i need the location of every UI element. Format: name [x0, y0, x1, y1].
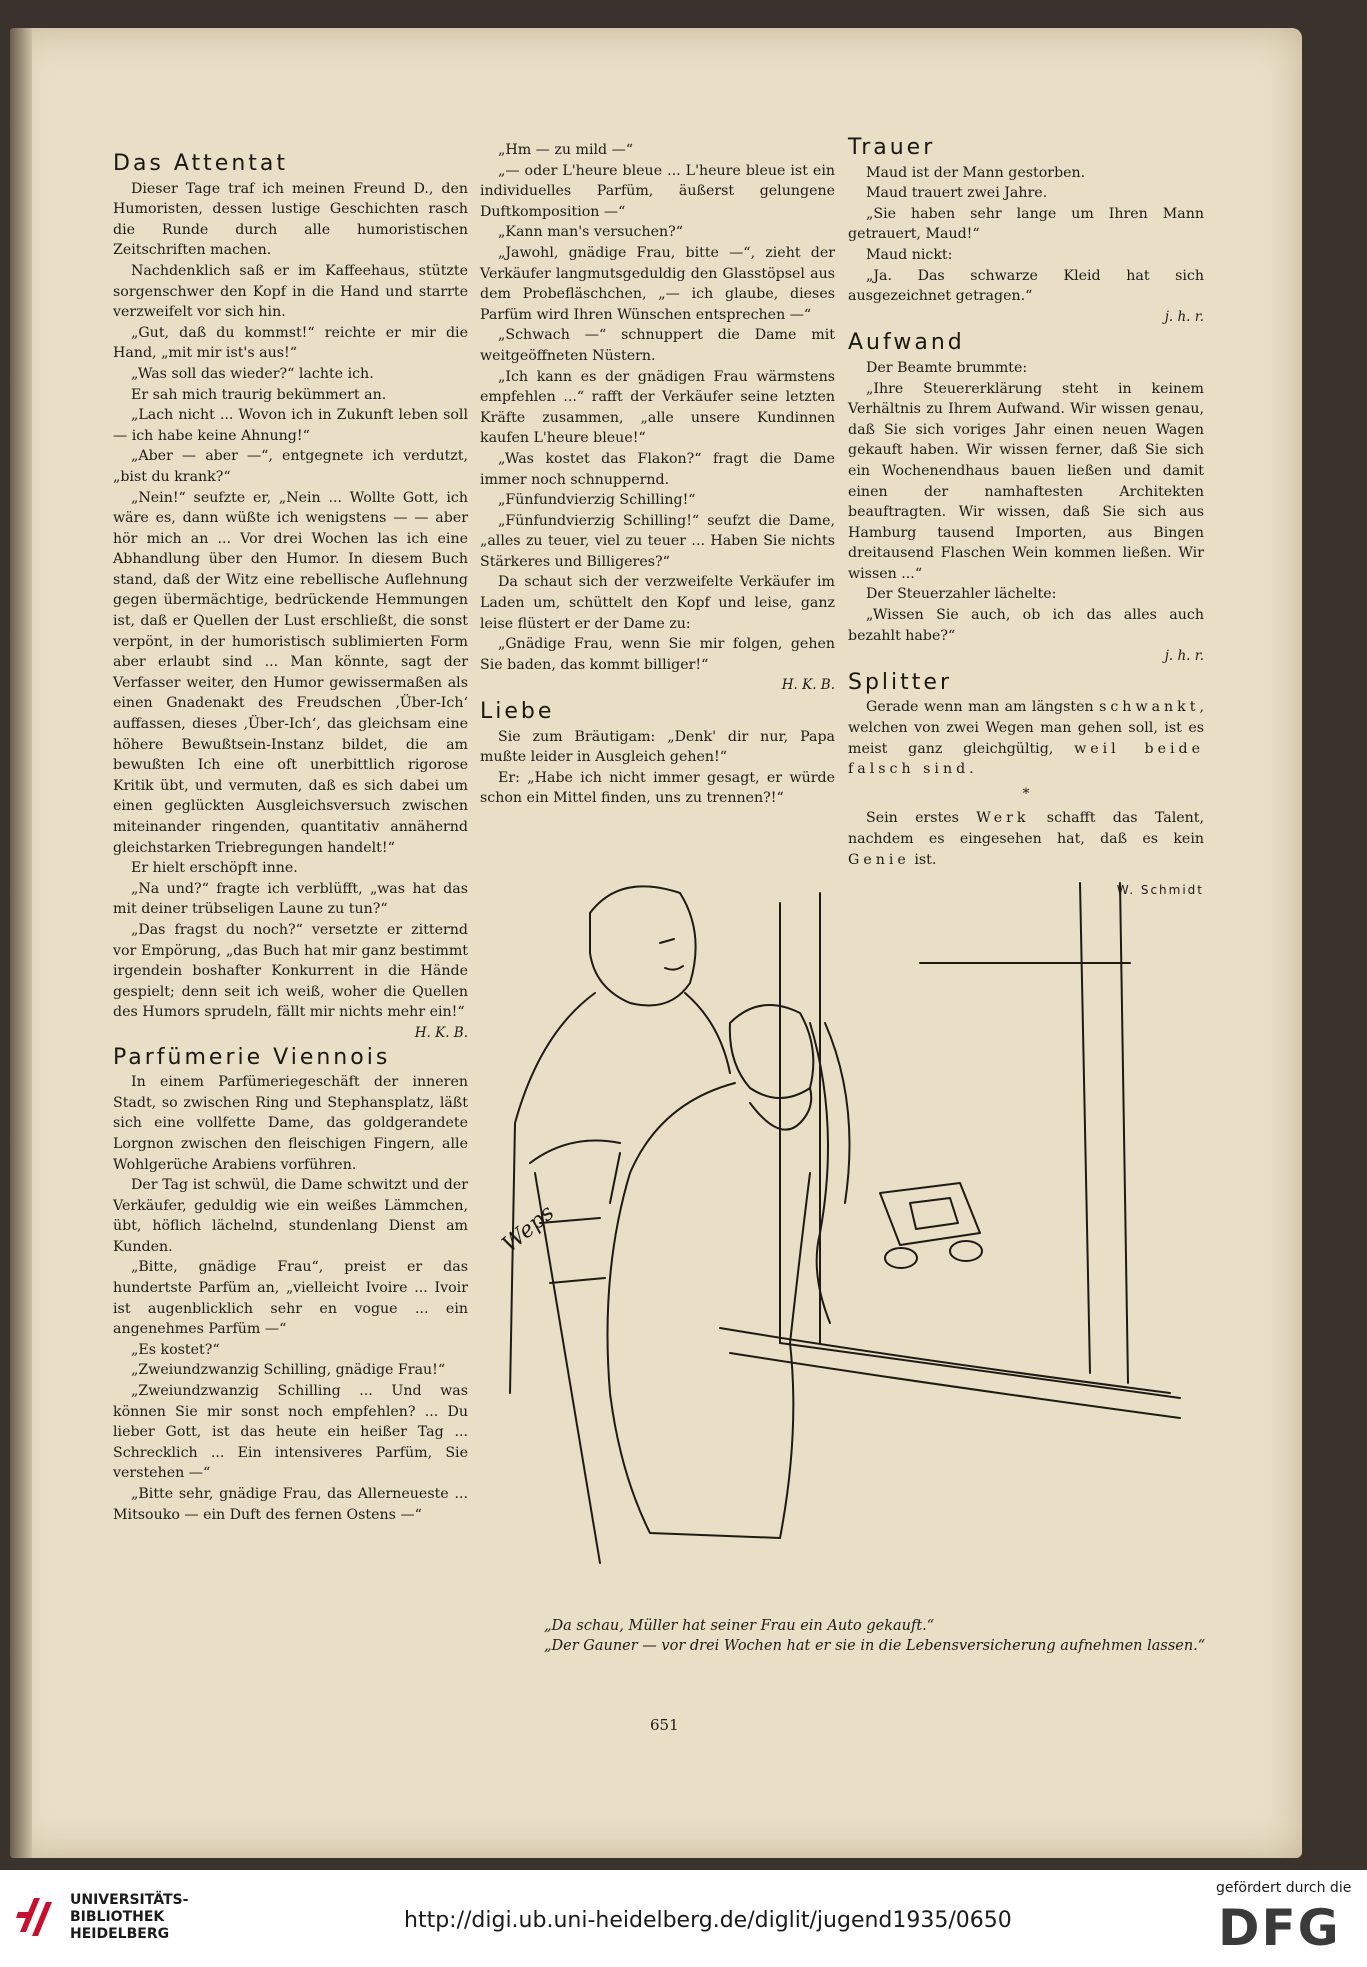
paragraph: „Zweiundzwanzig Schilling ... Und was können Sie mir sonst noch empfehlen? ... Du lieber Gott, ist das heute ein heißer Tag ... Schrecklich ... Ein intensiveres Parfüm, Sie verstehen —“: [113, 1383, 468, 1482]
dfg-logo: DFG: [1218, 1899, 1341, 1957]
heading-splitter: Splitter: [848, 669, 952, 695]
paragraph: „Wissen Sie auch, ob ich das alles auch bezahlt habe?“: [848, 607, 1204, 644]
article-aufwand: [848, 358, 1204, 646]
paragraph: „Was kostet das Flakon?“ fragt die Dame immer noch schnuppernd.: [480, 450, 835, 488]
article-liebe: [480, 727, 835, 809]
heading-attentat: Das Attentat: [113, 151, 289, 176]
paragraph: Sie zum Bräutigam: „Denk' dir nur, Papa mußte leider in Ausgleich gehen!“: [480, 728, 835, 766]
caption-line-2: „Der Gauner — vor drei Wochen hat er sie in die Lebensversicherung aufnehmen lassen.“: [544, 1638, 1206, 1654]
paragraph: „Na und?“ fragte ich verblüfft, „was hat das mit deiner trübseligen Laune zu tun?“: [113, 880, 468, 918]
paragraph: „Jawohl, gnädige Frau, bitte —“, zieht der Verkäufer langmutsgeduldig den Glasstöpsel aus dem Probefläschchen, „— ich glaube, dieses Parfüm wird Ihren Wünschen entsprechen —“: [480, 244, 835, 323]
cartoon-illustration: [480, 873, 1220, 1583]
paragraph: Da schaut sich der verzweifelte Verkäufer im Laden um, schüttelt den Kopf und leise, ganz leise flüstert er der Dame zu:: [480, 574, 835, 632]
page-number: 651: [650, 1716, 679, 1734]
curtain: [810, 1023, 850, 1323]
paragraph: In einem Parfümeriegeschäft der inneren Stadt, so zwischen Ring und Stephansplatz, läßt sich eine vollfette Dame, das goldgerandete Lorgnon zwischen den fleischigen Fingern, alle Wohlgerüche Arabiens vorführen.: [113, 1074, 468, 1173]
column-left: [113, 148, 468, 1525]
window-sill: [720, 1328, 1180, 1418]
article-parfuemerie: [113, 1072, 468, 1525]
toy-car: [880, 1183, 982, 1268]
paragraph: Er: „Habe ich nicht immer gesagt, er würde schon ein Mittel finden, uns zu trennen?!“: [480, 769, 835, 807]
paragraph: Dieser Tage traf ich meinen Freund D., den Humoristen, dessen lustige Geschichten rasch die Runde durch alle humoristischen Zeitschriften machen.: [113, 180, 468, 259]
paragraph: „Ich kann es der gnädigen Frau wärmstens empfehlen ...“ rafft der Verkäufer seine letzten Kräfte zusammen, „alle unsere Kundinnen kaufen L'heure bleue!“: [480, 368, 835, 447]
permalink-url[interactable]: http://digi.ub.uni-heidelberg.de/diglit/jugend1935/0650: [404, 1908, 1012, 1933]
paragraph: „Aber — aber —“, entgegnete ich verdutzt, „bist du krank?“: [113, 448, 468, 485]
signature-aufwand: j. h. r.: [1164, 648, 1204, 665]
footer-bar: [0, 1870, 1367, 1967]
man-face: [660, 939, 683, 970]
separator-star: *: [1022, 785, 1030, 802]
article-parfuemerie-continued: [480, 140, 835, 675]
magazine-page: [10, 28, 1302, 1858]
paragraph: „Ja. Das schwarze Kleid hat sich ausgezeichnet getragen.“: [848, 267, 1204, 305]
paragraph: „Fünfundvierzig Schilling!“: [498, 492, 696, 509]
signature-attentat: H. K. B.: [414, 1024, 468, 1041]
paragraph: Der Beamte brummte:: [866, 359, 1028, 376]
article-trauer: [848, 163, 1204, 307]
woman-head: [730, 1005, 814, 1098]
paragraph: Der Tag ist schwül, die Dame schwitzt und der Verkäufer, geduldig wie ein weißes Lämmchen, übt, höflich lächelnd, stundenlang Dienst am Kunden.: [113, 1177, 468, 1255]
university-library-name: UNIVERSITÄTS- BIBLIOTHEK HEIDELBERG: [70, 1892, 189, 1942]
paragraph: Maud nickt:: [866, 246, 953, 263]
paragraph: „Sie haben sehr lange um Ihren Mann getrauert, Maud!“: [848, 205, 1204, 243]
man-body: [510, 993, 730, 1393]
paragraph: „Ihre Steuererklärung steht in keinem Verhältnis zu Ihrem Aufwand. Wir wissen genau, daß Sie sich voriges Jahr einen neuen Wagen gekauft haben. Wir wissen ferner, daß Sie sich ein Wochenendhaus bauen ließen und damit einen der namhaftesten Architekten beauftragten. Wir wissen, daß Sie sich aus Hamburg tausend Importen, aus Bingen dreitausend Flaschen Wein kommen ließen. Wir wissen ...“: [848, 380, 1204, 582]
column-middle: [480, 140, 835, 809]
paragraph: „Es kostet?“: [131, 1341, 220, 1358]
paragraph: Er sah mich traurig bekümmert an.: [131, 386, 387, 403]
paragraph: „Gut, daß du kommst!“ reichte er mir die Hand, „mit mir ist's aus!“: [113, 324, 468, 362]
paragraph: „Bitte, gnädige Frau“, preist er das hundertste Parfüm an, „vielleicht Ivoire ... Ivoir ist augenblicklich sehr en vogue ... ein angenehmes Parfüm —“: [113, 1259, 468, 1338]
heading-aufwand: Aufwand: [848, 330, 965, 356]
paragraph: „Hm — zu mild —“: [498, 142, 634, 158]
signature-splitter: W. Schmidt: [1116, 883, 1204, 898]
paragraph: Maud ist der Mann gestorben.: [866, 164, 1086, 181]
heading-parfuemerie: Parfümerie Viennois: [113, 1044, 391, 1070]
paragraph: „Nein!“ seufzte er, „Nein ... Wollte Gott, ich wäre es, dann wüßte ich wenigstens — — aber hör mich an ... Vor drei Wochen las ich eine Abhandlung über den Humor. In diesem Buch stand, daß der Witz eine rebellische Auflehnung gegen übermächtige, bedrückende Hemmungen ist, daß er Quellen der Lust erschließt, die sonst verpönt, in der humoristisch sublimierten Form aber erlaubt sind ... Man könnte, sagt der Verfasser weiter, den Humor gewissermaßen als einen Gnadenakt des Freudschen ‚Über-Ich‘ auffassen, dieses ‚Über-Ich‘, das gleichsam eine höhere Bewußtsein-Instanz bildet, die am bewußten Ich eine oft unerbittlich rigorose Kritik übt, und vermuten, daß es sich dabei um einen geglückten Ausgleichsversuch zwischen miteinander ringenden, quantitativ annähernd gleichstarken Triebregungen handelt!“: [113, 489, 468, 856]
paragraph: „— oder L'heure bleue ... L'heure bleue ist ein individuelles Parfüm, äußerst gelungene Duftkomposition —“: [480, 162, 835, 220]
window-frame: [780, 883, 1130, 1383]
paragraph: „Das fragst du noch?“ versetzte er zitternd vor Empörung, „das Buch hat mir ganz bestimmt irgendein boshafter Konkurrent in die Hände gespielt; denn seit ich weiß, woher die Quellen des Humors sprudeln, fällt mir nichts mehr ein!“: [113, 921, 468, 1021]
caption-line-1: „Da schau, Müller hat seiner Frau ein Auto gekauft.“: [544, 1618, 935, 1634]
cartoon-caption: [544, 1616, 1224, 1656]
paragraph: „Zweiundzwanzig Schilling, gnädige Frau!“: [131, 1362, 446, 1379]
paragraph: Der Steuerzahler lächelte:: [866, 586, 1057, 603]
funding-label: gefördert durch die: [1216, 1880, 1352, 1896]
paragraph: „Kann man's versuchen?“: [498, 224, 684, 241]
aphorism-2: Sein erstes Werk schafft das Talent, nachdem es eingesehen hat, daß es kein Genie ist.: [848, 810, 1204, 868]
signature-parfuemerie: H. K. B.: [781, 677, 835, 694]
paragraph: „Fünfundvierzig Schilling!“ seufzt die Dame, „alles zu teuer, viel zu teuer ... Haben Sie nichts Stärkeres und Billigeres?“: [480, 512, 835, 570]
paragraph: „Was soll das wieder?“ lachte ich.: [131, 365, 374, 382]
article-attentat: [113, 179, 468, 1023]
paragraph: „Schwach —“ schnuppert die Dame mit weitgeöffneten Nüstern.: [480, 327, 835, 364]
column-right: [848, 132, 1204, 901]
paragraph: Er hielt erschöpft inne.: [131, 860, 298, 877]
aphorism-1: Gerade wenn man am längsten schwankt, welchen von zwei Wegen man gehen soll, ist es meist ganz gleichgültig, weil beide falsch sind.: [848, 699, 1205, 778]
artist-signature: Weps: [497, 1200, 560, 1258]
paragraph: „Bitte sehr, gnädige Frau, das Allerneueste ... Mitsouko — ein Duft des fernen Ostens —“: [113, 1486, 468, 1523]
paragraph: Maud trauert zwei Jahre.: [866, 185, 1048, 202]
heading-trauer: Trauer: [848, 135, 936, 160]
book-spine: [10, 28, 32, 1858]
signature-trauer: j. h. r.: [1164, 308, 1204, 325]
paragraph: „Lach nicht ... Wovon ich in Zukunft leben soll — ich habe keine Ahnung!“: [113, 407, 468, 444]
paragraph: „Gnädige Frau, wenn Sie mir folgen, gehen Sie baden, das kommt billiger!“: [480, 636, 835, 673]
man-head: [590, 886, 696, 1005]
paragraph: Nachdenklich saß er im Kaffeehaus, stützte sorgenschwer den Kopf in die Hand und starrte verzweifelt vor sich hin.: [113, 262, 468, 321]
heading-liebe: Liebe: [480, 699, 555, 725]
university-logo-icon: [16, 1892, 58, 1940]
